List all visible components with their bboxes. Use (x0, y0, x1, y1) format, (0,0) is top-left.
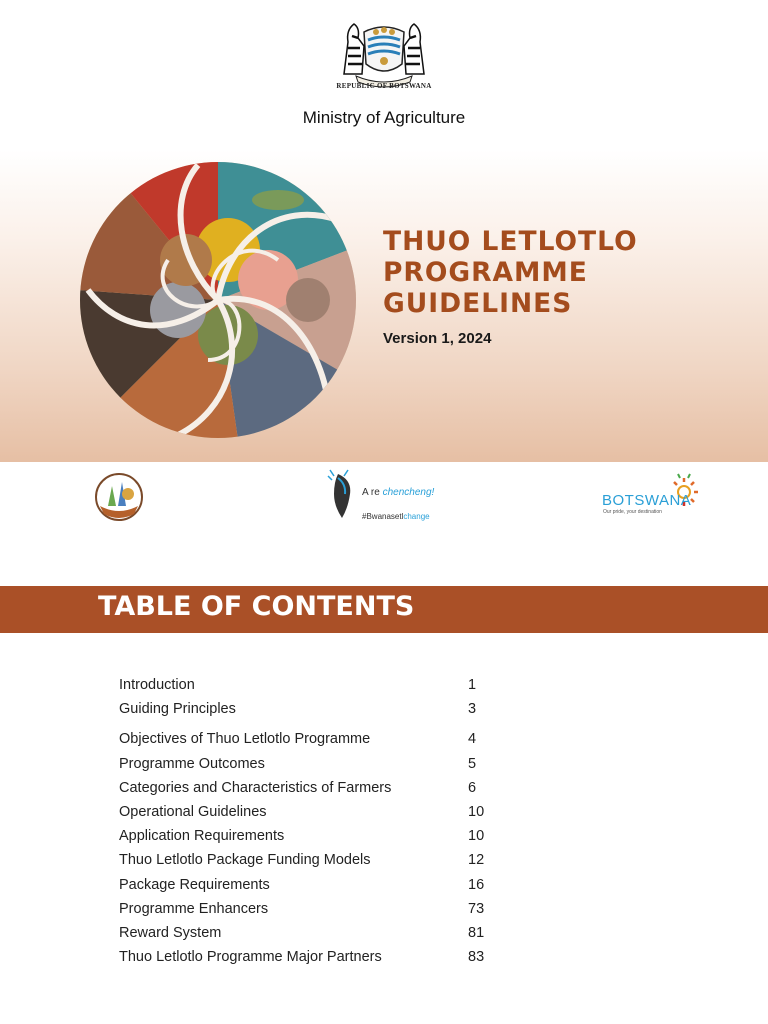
toc-entry[interactable] (119, 699, 519, 723)
toc-entry[interactable] (119, 778, 519, 802)
toc-entry-label: Objectives of Thuo Letlotlo Programme (119, 731, 371, 748)
programme-title (383, 226, 753, 319)
toc-entry[interactable] (119, 947, 519, 971)
toc-entry[interactable] (119, 875, 519, 899)
toc-entry-label: Programme Enhancers (119, 900, 269, 917)
toc-entry[interactable] (119, 899, 519, 923)
toc-entry-label: Reward System (119, 924, 222, 941)
toc-entry-page: 83 (468, 949, 485, 966)
campaign-slogan-accent: chencheng! (382, 487, 435, 498)
toc-entry-page: 81 (468, 924, 485, 941)
campaign-hashtag-accent: change (403, 512, 430, 521)
version-label: Version 1, 2024 (383, 330, 492, 347)
toc-entry-label: Operational Guidelines (119, 803, 267, 820)
toc-entry[interactable] (119, 850, 519, 874)
toc-entry[interactable] (119, 675, 519, 699)
toc-entry-label: Application Requirements (119, 828, 285, 845)
coat-of-arms-caption: REPUBLIC OF BOTSWANA (336, 82, 432, 90)
toc-entry-page: 16 (468, 876, 485, 893)
toc-entry[interactable] (119, 923, 519, 947)
toc-entry-page: 1 (468, 677, 477, 693)
toc-entry-page: 10 (468, 803, 485, 820)
toc-entry-label: Introduction (119, 677, 195, 693)
campaign-hashtag-plain: #Bwanasetl (362, 512, 404, 521)
botswana-brand-tagline: Our pride, your destination (603, 509, 662, 515)
toc-entry-label: Programme Outcomes (119, 755, 265, 772)
toc-entry-label: Thuo Letlotlo Programme Major Partners (119, 949, 382, 966)
toc-entry-label: Guiding Principles (119, 701, 236, 718)
ministry-name: Ministry of Agriculture (302, 108, 466, 127)
ministry-seal-icon (94, 472, 144, 522)
campaign-hashtag (362, 512, 430, 521)
campaign-slogan (362, 487, 434, 498)
toc-entry-page: 6 (468, 779, 477, 796)
toc-entry[interactable] (119, 802, 519, 826)
toc-entry-label: Categories and Characteristics of Farmers (119, 779, 392, 796)
toc-entry[interactable] (119, 826, 519, 850)
botswana-brand-wordmark: BOTSWANA (602, 492, 692, 509)
title-line-2: PROGRAMME (383, 257, 588, 288)
toc-entry-label: Thuo Letlotlo Package Funding Models (119, 852, 371, 869)
toc-entry-page: 5 (468, 755, 477, 772)
title-line-3: GUIDELINES (383, 288, 573, 319)
agriculture-collage-icon (78, 160, 358, 440)
toc-entry-page: 4 (468, 731, 477, 748)
toc-entry[interactable] (119, 729, 519, 753)
toc-entry-label: Package Requirements (119, 876, 270, 893)
toc-entry[interactable] (119, 754, 519, 778)
toc-entry-page: 73 (468, 900, 485, 917)
toc-entry-page: 10 (468, 828, 485, 845)
campaign-slogan-plain: A re (362, 487, 383, 498)
toc-heading: TABLE OF CONTENTS (98, 591, 415, 622)
toc-entry-page: 12 (468, 852, 485, 869)
title-line-1: THUO LETLOTLO (383, 226, 638, 257)
toc-entry-page: 3 (468, 701, 477, 718)
toc-list (119, 675, 519, 971)
